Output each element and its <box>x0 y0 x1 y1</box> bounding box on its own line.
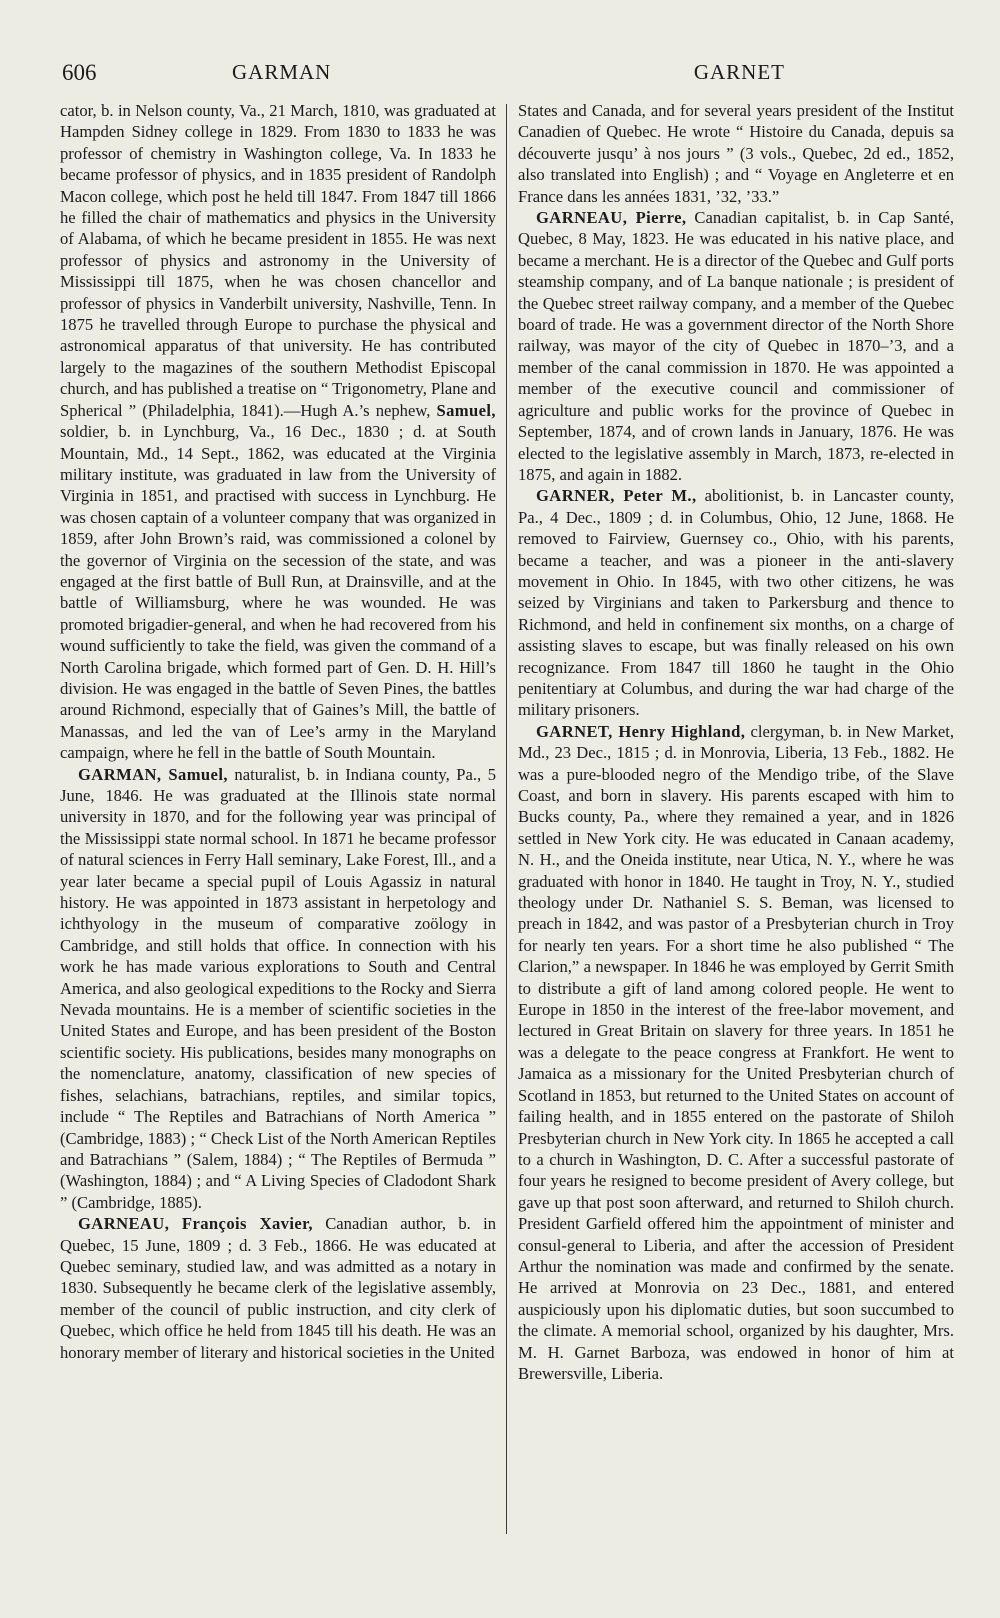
entry-headword: GARNEAU, Pierre, <box>536 208 687 228</box>
entry-text: naturalist, b. in Indiana county, Pa., 5 June, 1846. He was graduated at the Illinois state normal university in 1870, and for the following year was principal of the Mississippi state normal school. In 1871 he became professor of natural sciences in Ferry Hall seminary, Lake Forest, Ill., and a year later became a special pupil of Louis Agassiz in natural history. He was appointed in 1873 assistant in herpetology and ichthyology in the museum of comparative zoölogy in Cambridge, and still holds that office. In connection with his work he has made various explorations to South and Central America, and also geological expeditions to the Rocky and Sierra Nevada mountains. He is a member of scientific societies in the United States and Europe, and has been president of the Boston scientific society. His publications, besides many monographs on the nomenclature, anatomy, classification of new species of fishes, selachians, batrachians, reptiles, and similar topics, include “ The Reptiles and Batrachians of North America ” (Cambridge, 1883) ; “ Check List of the North American Reptiles and Batrachians ” (Salem, 1884) ; “ The Reptiles of Bermuda ” (Washington, 1884) ; and “ A Living Species of Cladodont Shark ” (Cambridge, 1885). <box>60 764 496 1212</box>
entry-text: States and Canada, and for several years president of the Institut Canadien of Quebec. He wrote “ Histoire du Canada, depuis sa découverte jusqu’ à nos jours ” (3 vols., Quebec, 2d ed., 1852, also translated into English) ; and “ Voyage en Angleterre et en France dans les années 1831, ’32, ’33.” <box>518 101 954 206</box>
entry-text: cator, b. in Nelson county, Va., 21 March, 1810, was graduated at Hampden Sidney college in 1829. From 1830 to 1833 he was professor of chemistry in Washington college, Va. In 1833 he became professor of physics, and in 1835 president of Randolph Macon college, which post he held till 1847. From 1847 till 1866 he filled the chair of mathematics and physics in the University of Alabama, of which he became president in 1855. He was next professor of physics and astronomy in the University of Mississippi till 1875, when he was chosen chancellor and professor of physics in Vanderbilt university, Nashville, Tenn. In 1875 he travelled through Europe to purchase the physical and astronomical apparatus of that university. He has contributed largely to the magazines of the southern Methodist Episcopal church, and has published a treatise on “ Trigonometry, Plane and Spherical ” (Philadelphia, 1841).—Hugh A.’s nephew, <box>60 101 496 420</box>
entry-headword: GARNEAU, François Xavier, <box>78 1214 313 1234</box>
entry-text: clergyman, b. in New Market, Md., 23 Dec., 1815 ; d. in Monrovia, Liberia, 13 Feb., 1882. He was a pure-blooded negro of the Mendigo tribe, of the Slave Coast, and born in slavery. His parents escaped with him to Bucks county, Pa., where they remained a year, and in 1826 settled in New York city. He was educated in Canaan academy, N. H., and the Oneida institute, near Utica, N. Y., where he was graduated with honor in 1840. He taught in Troy, N. Y., studied theology under Dr. Nathaniel S. S. Beman, was licensed to preach in 1842, and was pastor of a Presbyterian church in Troy for nearly ten years. For a short time he also published “ The Clarion,” a newspaper. In 1846 he was employed by Gerrit Smith to distribute a gift of land among colored people. He went to Europe in 1850 in the interest of the free-labor movement, and lectured in Great Britain on slavery for three years. In 1851 he was a delegate to the peace congress at Frankfort. He went to Jamaica as a missionary for the United Presbyterian church of Scotland in 1853, but returned to the United States on account of failing health, and in 1855 entered on the pastorate of Shiloh Presbyterian church in New York city. In 1865 he accepted a call to a church in Washington, D. C. After a successful pastorate of four years he resigned to become president of Avery college, but gave up that post soon afterward, and returned to Shiloh church. President Garfield offered him the appointment of minister and consul-general to Liberia, and after the accession of President Arthur the nomination was made and confirmed by the senate. He arrived at Monrovia on 23 Dec., 1881, and entered auspiciously upon his diplomatic duties, but soon succumbed to the climate. A memorial school, organized by his daughter, Mrs. M. H. Garnet Barboza, was endowed in honor of him at Brewersville, Liberia. <box>518 721 954 1383</box>
left-running-head: GARMAN <box>232 60 332 84</box>
entry-text: Canadian author, b. in Quebec, 15 June, 1809 ; d. 3 Feb., 1866. He was educated at Quebec seminary, studied law, and was admitted as a notary in 1830. Subsequently he became clerk of the legislative assembly, member of the council of public instruction, and city clerk of Quebec, which office he held from 1845 till his death. He was an honorary member of literary and historical societies in the United <box>60 1214 497 1362</box>
right-column <box>518 100 954 1384</box>
entry-headword: GARNET, Henry Highland, <box>536 721 746 741</box>
entry-garnet <box>518 721 954 1385</box>
entry-text: abolitionist, b. in Lancaster county, Pa., 4 Dec., 1809 ; d. in Columbus, Ohio, 12 June, 1868. He removed to Fairview, Guernsey co., Ohio, with his parents, became a teacher, and was a pioneer in the anti-slavery movement in Ohio. In 1845, with two other citizens, he was seized by Virginians and taken to Parkersburg and thence to Richmond, and held in confinement six months, on a charge of assisting slaves to escape, but was finally released on his own recognizance. From 1847 till 1860 he taught in the Ohio penitentiary at Columbus, and during the war had charge of the military prisoners. <box>518 486 954 720</box>
entry-headword: GARMAN, Samuel, <box>78 764 228 784</box>
entry-text: Canadian capitalist, b. in Cap Santé, Quebec, 8 May, 1823. He was educated in his native place, and became a merchant. He is a director of the Quebec and Gulf ports steamship company, and of La banque nationale ; is president of the Quebec street railway company, and a member of the Quebec board of trade. He was a government director of the North Shore railway, was mayor of the city of Quebec in 1870–’3, and a member of the canal commission in 1870. He was appointed a member of the executive council and commissioner of agriculture and public works for the province of Quebec in September, 1874, and of crown lands in January, 1876. He was elected to the legislative assembly in March, 1873, re-elected in 1875, and again in 1882. <box>518 208 954 484</box>
entry-garneau-pierre <box>518 207 954 485</box>
entry-garner <box>518 485 954 720</box>
right-running-head: GARNET <box>693 60 785 84</box>
entry-headword: GARNER, Peter M., <box>536 486 697 506</box>
column-divider <box>506 104 507 1534</box>
entry-garman <box>60 764 496 1214</box>
entry-continuation <box>60 100 496 764</box>
entry-continuation <box>518 100 954 207</box>
page-number: 606 <box>62 60 97 85</box>
entry-garneau-francois <box>60 1213 496 1363</box>
entry-subname: Samuel, <box>436 400 496 420</box>
entry-text: soldier, b. in Lynchburg, Va., 16 Dec., 1830 ; d. at South Mountain, Md., 14 Sept., 1862, was educated at the Virginia military institute, was graduated in law from the University of Virginia in 1851, and practised with success in Lynchburg. He was chosen captain of a volunteer company that was organized in 1859, after John Brown’s raid, was commissioned a colonel by the governor of Virginia on the secession of the state, and was engaged at the first battle of Bull Run, at Drainsville, and at the battle of Williamsburg, where he was wounded. He was promoted brigadier-general, and when he had recovered from his wound sufficiently to take the field, was given the command of a North Carolina brigade, which formed part of Gen. D. H. Hill’s division. He was engaged in the battle of Seven Pines, the battles around Richmond, especially that of Gaines’s Mill, the battle of Manassas, and led the van of Lee’s army in the Maryland campaign, where he fell in the battle of South Mountain. <box>60 422 496 763</box>
left-column <box>60 100 496 1363</box>
